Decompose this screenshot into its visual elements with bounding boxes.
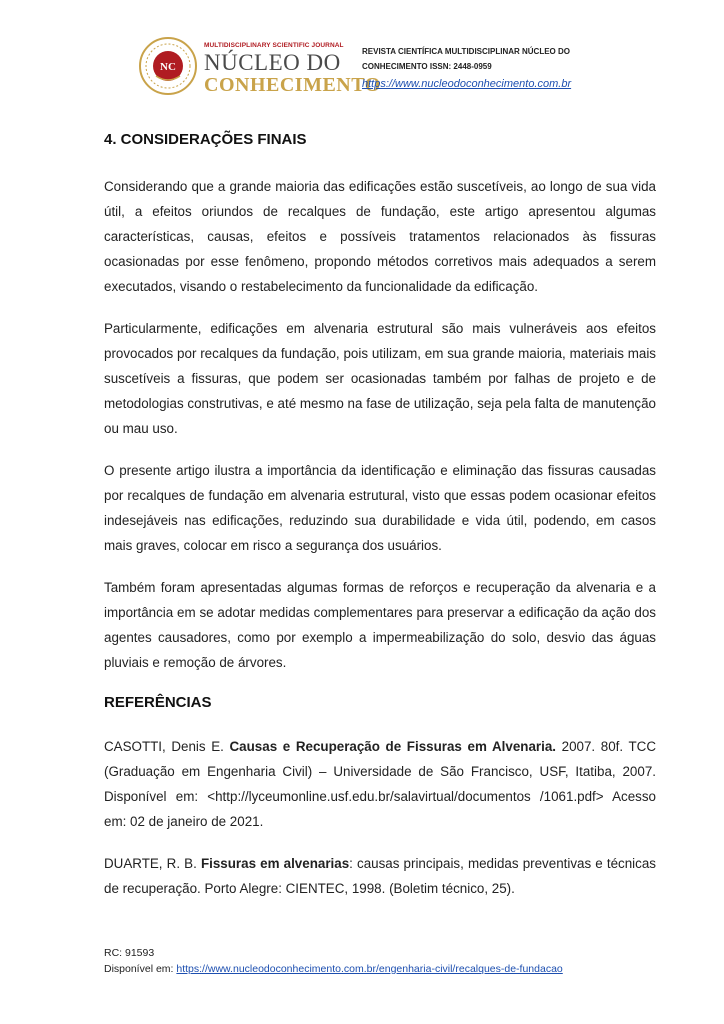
- logo-tagline: MULTIDISCIPLINARY SCIENTIFIC JOURNAL: [204, 42, 344, 49]
- journal-url-link[interactable]: https://www.nucleodoconhecimento.com.br: [362, 78, 572, 90]
- section-title: 4. CONSIDERAÇÕES FINAIS: [104, 131, 307, 148]
- availability-line: [104, 961, 563, 977]
- paragraph-3: O presente artigo ilustra a importância da identificação e eliminação das fissuras causadas por recalques de fundação em alvenaria estrutural, visto que essas podem ocasionar efeitos indesejáveis nas edificações, reduzindo sua durabilidade e vida útil, podendo, em casos mais graves, colocar em risco a segurança dos usuários.: [104, 463, 656, 553]
- article-url-link[interactable]: https://www.nucleodoconhecimento.com.br/engenharia-civil/recalques-de-fundacao: [176, 963, 563, 975]
- journal-info: [362, 44, 570, 74]
- journal-seal-logo: [138, 36, 198, 96]
- reference-title: Fissuras em alvenarias: [200, 856, 350, 871]
- availability-label: Disponível em:: [104, 963, 177, 975]
- reference-details: 2007. 80f. TCC (Graduação em Engenharia Civil) – Universidade de São Francisco, USF, Itatiba, 2007. Disponível em: <http://lyceumonline.usf.edu.br/salavirtual/documentos /1061.pdf> Acesso em: 02 de janeiro de 2021.: [104, 739, 656, 829]
- rc-number: RC: 91593: [104, 947, 155, 959]
- journal-name-line1: REVISTA CIENTÍFICA MULTIDISCIPLINAR NÚCLEO DO: [362, 47, 570, 56]
- reference-author: DUARTE, R. B.: [104, 856, 201, 871]
- references-title: REFERÊNCIAS: [104, 694, 212, 711]
- paragraph-2: Particularmente, edificações em alvenaria estrutural são mais vulneráveis aos efeitos provocados por recalques da fundação, pois utilizam, em sua grande maioria, materiais mais suscetíveis a fissuras, que podem ser ocasionadas também por falhas de projeto e de metodologias construtivas, e até mesmo na fase de utilização, seja pela falta de manutenção ou mau uso.: [104, 321, 656, 436]
- reference-item: [104, 734, 656, 834]
- reference-item: [104, 851, 656, 901]
- logo-name-line2: CONHECIMENTO: [204, 74, 381, 96]
- main-content: [104, 130, 656, 901]
- paragraph-1: Considerando que a grande maioria das edificações estão suscetíveis, ao longo de sua vida útil, a efeitos oriundos de recalques de fundação, este artigo apresentou algumas características, causas, efeitos e possíveis tratamentos relacionados às fissuras ocasionadas por esse fenômeno, propondo métodos corretivos mais adequados a serem executados, visando o restabelecimento da funcionalidade da edificação.: [104, 179, 656, 294]
- page-footer: [104, 945, 563, 977]
- logo-name-line1: NÚCLEO DO: [204, 50, 341, 75]
- reference-details: : causas principais, medidas preventivas e técnicas de recuperação. Porto Alegre: CIENTEC, 1998. (Boletim técnico, 25).: [104, 856, 656, 896]
- reference-title: Causas e Recuperação de Fissuras em Alvenaria.: [229, 739, 556, 754]
- paragraph-4: Também foram apresentadas algumas formas de reforços e recuperação da alvenaria e a importância em se adotar medidas complementares para preservar a edificação da ação dos agentes causadores, como por exemplo a impermeabilização do solo, desvio das águas pluviais e remoção de árvores.: [104, 580, 656, 670]
- journal-name-line2: CONHECIMENTO ISSN: 2448-0959: [362, 62, 492, 71]
- reference-author: CASOTTI, Denis E.: [104, 739, 230, 754]
- page-header: [138, 36, 658, 100]
- seal-text: NC: [160, 61, 176, 73]
